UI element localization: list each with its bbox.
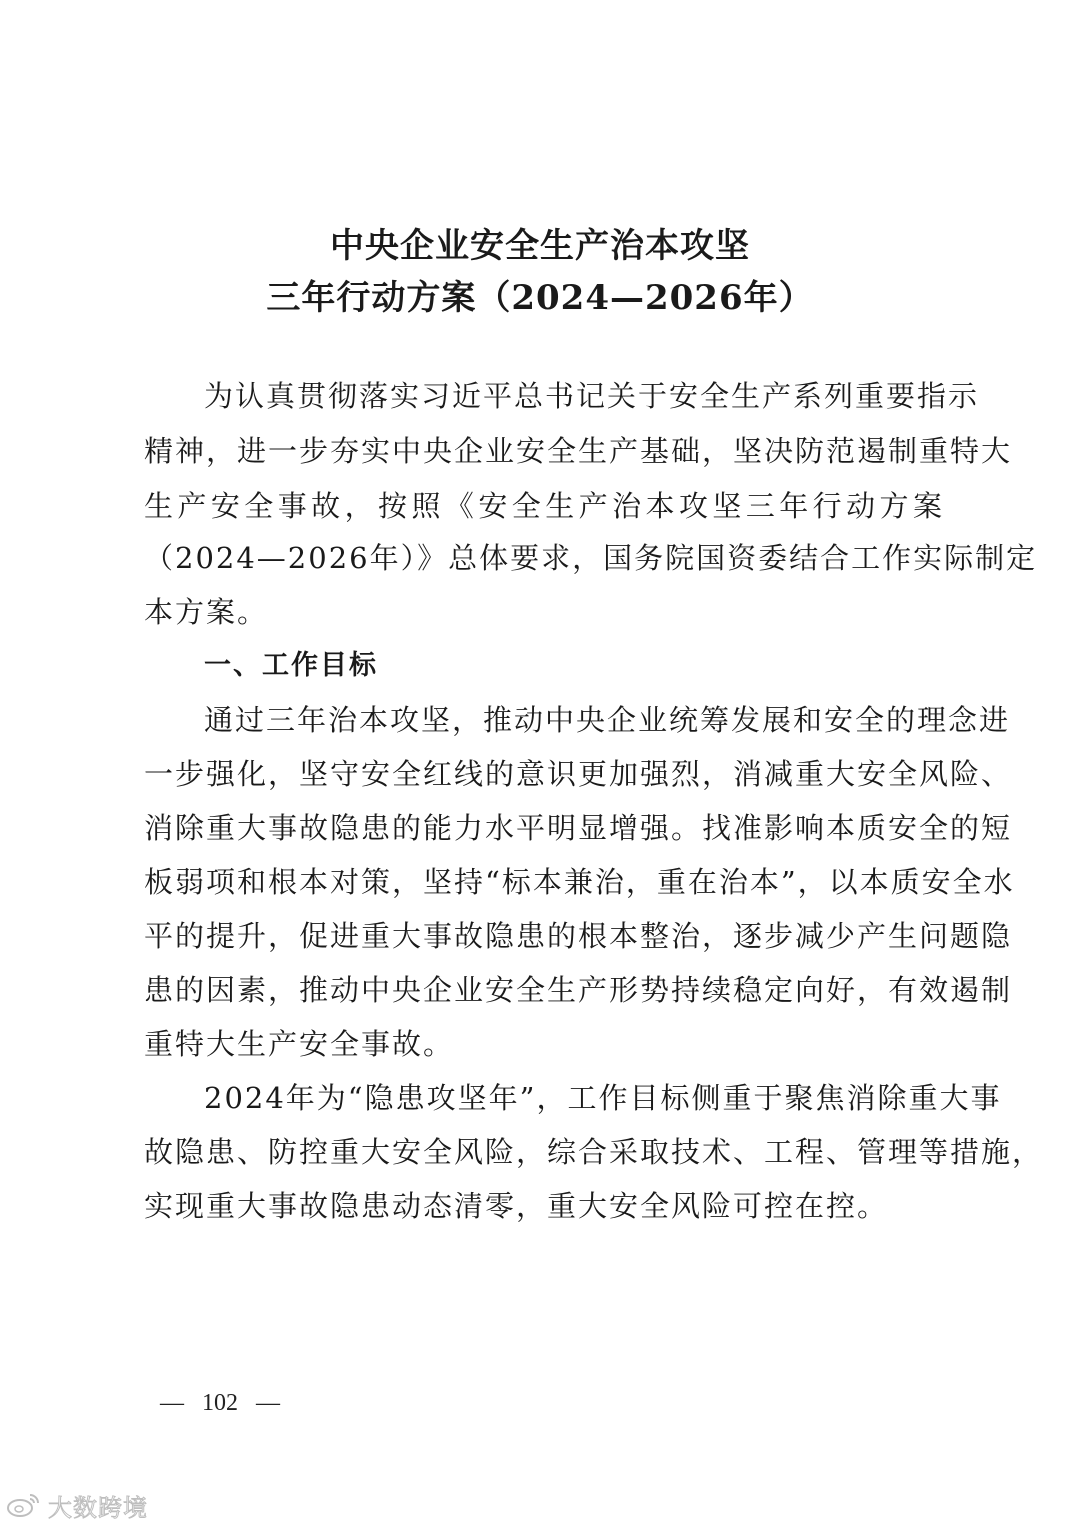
goal-line-1: 通过三年治本攻坚，推动中央企业统筹发展和安全的理念进 [204,703,1011,737]
goal-line-2: 一步强化，坚守安全红线的意识更加强烈，消减重大安全风险、 [144,757,1013,791]
goal-line-4: 板弱项和根本对策，坚持“标本兼治，重在治本”，以本质安全水 [144,865,1015,899]
intro-line-2: 精神，进一步夯实中央企业安全生产基础，坚决防范遏制重特大 [144,434,1013,468]
year-line-3: 实现重大事故隐患动态清零，重大安全风险可控在控。 [144,1189,889,1223]
goal-line-7: 重特大生产安全事故。 [144,1027,455,1061]
intro-line-1: 为认真贯彻落实习近平总书记关于安全生产系列重要指示 [204,379,980,413]
goal-line-6: 患的因素，推动中央企业安全生产形势持续稳定向好，有效遏制 [144,973,1013,1007]
intro-line-3: 生产安全事故，按照《安全生产治本攻坚三年行动方案 [144,489,944,523]
goal-line-3: 消除重大事故隐患的能力水平明显增强。找准影响本质安全的短 [144,811,1013,845]
watermark-text: 大数跨境 [48,1493,148,1522]
page-number: — 102 — [160,1390,280,1416]
intro-line-4: （2024—2026年）》总体要求，国务院国资委结合工作实际制定 [144,541,1038,575]
document-title-line-1: 中央企业安全生产治本攻坚 [330,226,750,266]
section-heading: 一、工作目标 [204,650,378,681]
goal-line-5: 平的提升，促进重大事故隐患的根本整治，逐步减少产生问题隐 [144,919,1013,953]
watermark [6,1490,148,1520]
weibo-logo-icon [6,1491,42,1519]
intro-line-5: 本方案。 [144,595,269,629]
document-title-line-2: 三年行动方案（2024—2026年） [266,278,814,318]
year-line-1: 2024年为“隐患攻坚年”，工作目标侧重于聚焦消除重大事 [204,1081,1002,1115]
year-line-2: 故隐患、防控重大安全风险，综合采取技术、工程、管理等措施， [144,1135,1044,1169]
